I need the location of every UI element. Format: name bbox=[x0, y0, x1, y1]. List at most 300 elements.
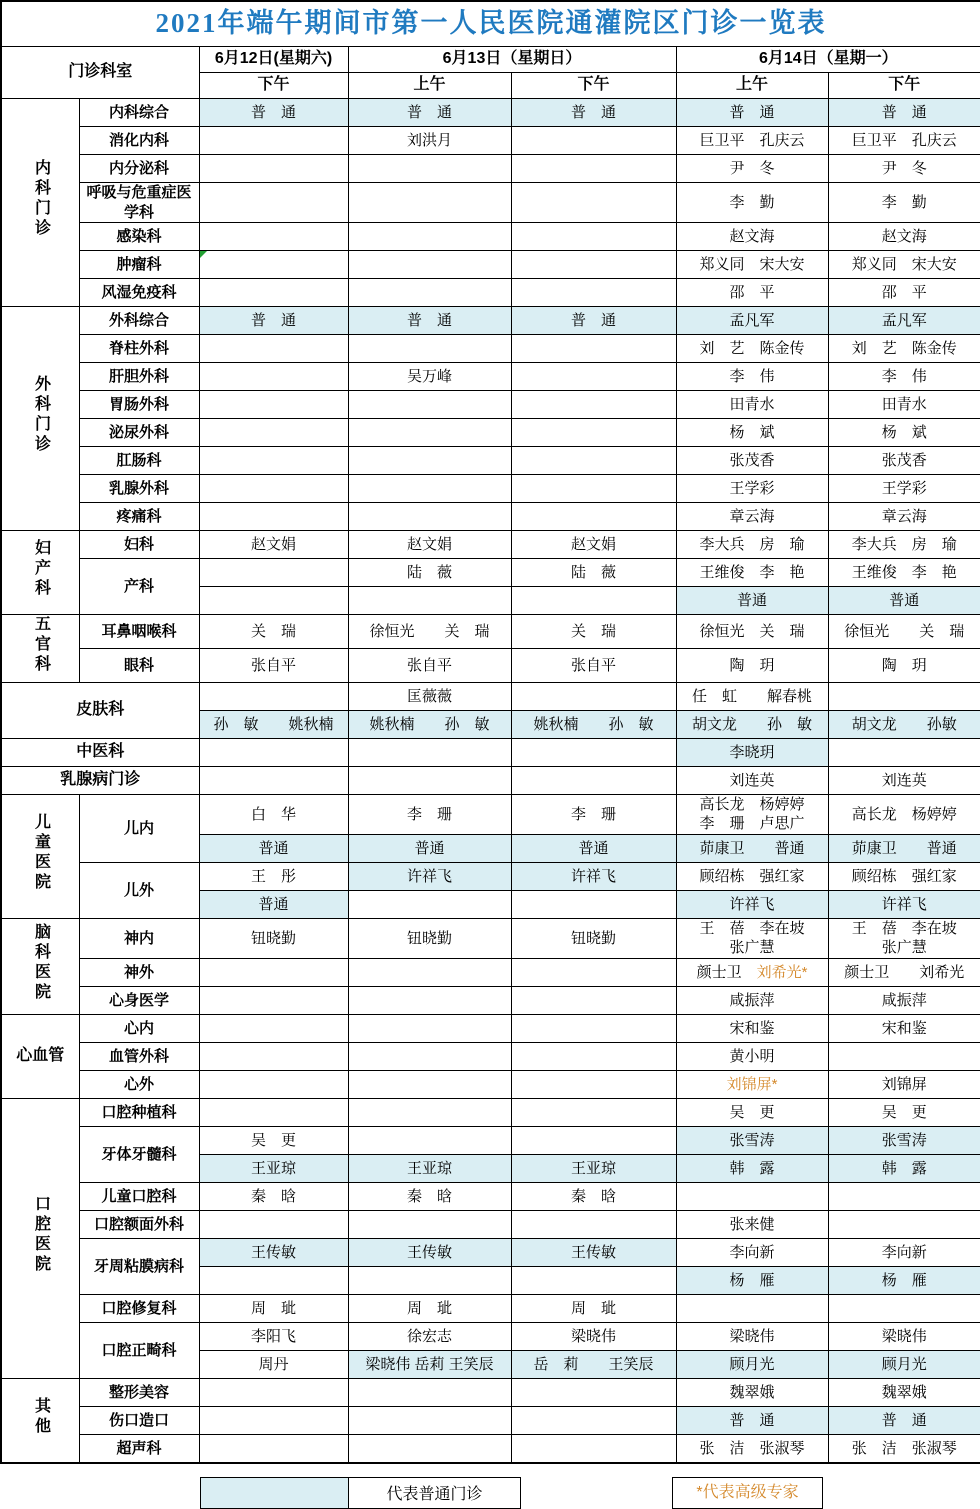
schedule-cell bbox=[511, 958, 676, 986]
schedule-cell: 李阳飞 bbox=[199, 1322, 348, 1350]
schedule-cell bbox=[199, 223, 348, 251]
schedule-cell: 吴万峰 bbox=[348, 363, 511, 391]
schedule-cell: 徐恒光 关 瑞 bbox=[348, 615, 511, 649]
schedule-cell bbox=[199, 1098, 348, 1126]
schedule-cell: 王维俊 李 艳 bbox=[676, 559, 828, 587]
dept-cell: 牙体牙髓科 bbox=[79, 1126, 199, 1182]
schedule-row bbox=[1, 279, 980, 307]
schedule-cell bbox=[348, 766, 511, 794]
schedule-cell: 张自平 bbox=[348, 648, 511, 682]
category-cell: 口腔医院 bbox=[1, 1098, 79, 1378]
schedule-cell bbox=[511, 419, 676, 447]
schedule-cell: 张茂香 bbox=[676, 447, 828, 475]
schedule-cell: 王传敏 bbox=[199, 1238, 348, 1266]
dept-cell: 整形美容 bbox=[79, 1378, 199, 1406]
schedule-row bbox=[1, 1322, 980, 1350]
schedule-cell: 张雪涛 bbox=[676, 1126, 828, 1154]
schedule-row bbox=[1, 766, 980, 794]
schedule-cell bbox=[199, 559, 348, 587]
schedule-cell bbox=[348, 986, 511, 1014]
dept-cell: 肛肠科 bbox=[79, 447, 199, 475]
legend bbox=[0, 1477, 980, 1509]
schedule-cell: 普通 bbox=[199, 890, 348, 918]
schedule-cell bbox=[511, 279, 676, 307]
schedule-cell bbox=[676, 1182, 828, 1210]
period-sat-pm: 下午 bbox=[199, 73, 348, 99]
schedule-cell: 顾月光 bbox=[676, 1350, 828, 1378]
schedule-cell bbox=[348, 1014, 511, 1042]
schedule-cell: 顾月光 bbox=[828, 1350, 980, 1378]
period-mon-pm: 下午 bbox=[828, 73, 980, 99]
schedule-cell bbox=[828, 1182, 980, 1210]
dept-cell: 牙周粘膜病科 bbox=[79, 1238, 199, 1294]
schedule-cell bbox=[511, 738, 676, 766]
schedule-cell: 王传敏 bbox=[511, 1238, 676, 1266]
schedule-cell: 陶 玥 bbox=[676, 648, 828, 682]
schedule-row bbox=[1, 738, 980, 766]
dept-cell: 内分泌科 bbox=[79, 155, 199, 183]
schedule-cell: 李大兵 房 瑜 bbox=[676, 531, 828, 559]
schedule-cell: 刘锦屏* bbox=[676, 1070, 828, 1098]
schedule-cell bbox=[511, 1406, 676, 1434]
dept-cell: 心外 bbox=[79, 1070, 199, 1098]
schedule-cell bbox=[199, 447, 348, 475]
schedule-cell: 普通 bbox=[676, 587, 828, 615]
schedule-row bbox=[1, 958, 980, 986]
schedule-cell: 许祥飞 bbox=[828, 890, 980, 918]
schedule-row bbox=[1, 559, 980, 587]
dept-cell: 乳腺外科 bbox=[79, 475, 199, 503]
schedule-cell: 邵 平 bbox=[676, 279, 828, 307]
schedule-cell bbox=[348, 419, 511, 447]
dept-cell: 儿童口腔科 bbox=[79, 1182, 199, 1210]
schedule-cell: 普 通 bbox=[348, 99, 511, 127]
schedule-cell bbox=[511, 251, 676, 279]
schedule-cell: 邵 平 bbox=[828, 279, 980, 307]
schedule-cell: 周丹 bbox=[199, 1350, 348, 1378]
schedule-row bbox=[1, 1126, 980, 1154]
schedule-cell bbox=[348, 183, 511, 223]
schedule-cell: 普 通 bbox=[828, 99, 980, 127]
dept-cell: 口腔种植科 bbox=[79, 1098, 199, 1126]
schedule-cell: 孟凡军 bbox=[828, 307, 980, 335]
schedule-cell bbox=[199, 1406, 348, 1434]
schedule-cell bbox=[348, 1098, 511, 1126]
schedule-cell: 徐恒光 关 瑞 bbox=[676, 615, 828, 649]
dept-cell: 口腔修复科 bbox=[79, 1294, 199, 1322]
schedule-row bbox=[1, 648, 980, 682]
category-cell: 脑科医院 bbox=[1, 918, 79, 1014]
category-cell: 其他 bbox=[1, 1378, 79, 1463]
schedule-cell: 李向新 bbox=[828, 1238, 980, 1266]
schedule-cell: 徐恒光 关 瑞 bbox=[828, 615, 980, 649]
schedule-cell: 刘锦屏 bbox=[828, 1070, 980, 1098]
schedule-cell: 刘洪月 bbox=[348, 127, 511, 155]
schedule-row bbox=[1, 682, 980, 710]
schedule-cell: 姚秋楠 孙 敏 bbox=[511, 710, 676, 738]
dept-cell: 血管外科 bbox=[79, 1042, 199, 1070]
schedule-row bbox=[1, 1014, 980, 1042]
schedule-cell: 胡文龙 孙 敏 bbox=[676, 710, 828, 738]
schedule-cell bbox=[348, 587, 511, 615]
schedule-cell bbox=[199, 363, 348, 391]
schedule-row bbox=[1, 1238, 980, 1266]
schedule-cell bbox=[199, 1434, 348, 1463]
schedule-cell bbox=[511, 335, 676, 363]
schedule-cell: 普 通 bbox=[676, 1406, 828, 1434]
schedule-cell: 颜士卫 刘希光* bbox=[676, 958, 828, 986]
schedule-cell: 杨 雁 bbox=[676, 1266, 828, 1294]
dept-cell: 眼科 bbox=[79, 648, 199, 682]
schedule-cell bbox=[511, 1266, 676, 1294]
schedule-row bbox=[1, 307, 980, 335]
schedule-cell: 赵文海 bbox=[828, 223, 980, 251]
schedule-cell bbox=[348, 1434, 511, 1463]
schedule-cell bbox=[511, 1042, 676, 1070]
schedule-cell: 尹 冬 bbox=[676, 155, 828, 183]
dept-cell: 儿外 bbox=[79, 862, 199, 918]
schedule-row bbox=[1, 1182, 980, 1210]
dept-cell: 神内 bbox=[79, 918, 199, 958]
schedule-cell bbox=[199, 587, 348, 615]
schedule-cell: 赵文娟 bbox=[511, 531, 676, 559]
schedule-cell bbox=[511, 183, 676, 223]
schedule-cell: 普通 bbox=[199, 834, 348, 862]
schedule-cell bbox=[511, 587, 676, 615]
schedule-cell bbox=[828, 1042, 980, 1070]
schedule-cell: 韩 露 bbox=[676, 1154, 828, 1182]
schedule-cell bbox=[511, 1210, 676, 1238]
schedule-cell: 秦 晗 bbox=[199, 1182, 348, 1210]
category-cell: 心血管 bbox=[1, 1014, 79, 1098]
schedule-cell bbox=[348, 391, 511, 419]
schedule-cell: 岳 莉 王笑辰 bbox=[511, 1350, 676, 1378]
schedule-cell bbox=[828, 682, 980, 710]
dept-cell: 消化内科 bbox=[79, 127, 199, 155]
schedule-cell bbox=[199, 391, 348, 419]
dept-cell: 泌尿外科 bbox=[79, 419, 199, 447]
schedule-cell bbox=[511, 682, 676, 710]
schedule-row bbox=[1, 1294, 980, 1322]
schedule-cell bbox=[348, 958, 511, 986]
schedule-cell bbox=[828, 1210, 980, 1238]
schedule-cell: 陶 玥 bbox=[828, 648, 980, 682]
category-cell: 内科门诊 bbox=[1, 99, 79, 307]
schedule-row bbox=[1, 1378, 980, 1406]
schedule-row bbox=[1, 794, 980, 834]
schedule-cell: 韩 露 bbox=[828, 1154, 980, 1182]
dept-cell: 脊柱外科 bbox=[79, 335, 199, 363]
schedule-row bbox=[1, 155, 980, 183]
schedule-cell bbox=[348, 1266, 511, 1294]
dept-cell: 疼痛科 bbox=[79, 503, 199, 531]
period-sun-am: 上午 bbox=[348, 73, 511, 99]
schedule-row bbox=[1, 251, 980, 279]
schedule-cell: 李大兵 房 瑜 bbox=[828, 531, 980, 559]
schedule-cell bbox=[828, 1294, 980, 1322]
schedule-cell: 姚秋楠 孙 敏 bbox=[348, 710, 511, 738]
schedule-cell: 魏翠娥 bbox=[676, 1378, 828, 1406]
date-header-sat: 6月12日(星期六) bbox=[199, 47, 348, 73]
schedule-cell: 茆康卫 普通 bbox=[828, 834, 980, 862]
schedule-row bbox=[1, 1434, 980, 1463]
schedule-row bbox=[1, 475, 980, 503]
schedule-cell bbox=[348, 1406, 511, 1434]
dept-cell: 超声科 bbox=[79, 1434, 199, 1463]
schedule-cell: 吴 更 bbox=[199, 1126, 348, 1154]
dept-cell: 感染科 bbox=[79, 223, 199, 251]
schedule-cell: 刘连英 bbox=[676, 766, 828, 794]
schedule-cell bbox=[348, 1378, 511, 1406]
schedule-cell: 普 通 bbox=[511, 307, 676, 335]
schedule-cell bbox=[511, 1434, 676, 1463]
schedule-cell bbox=[511, 155, 676, 183]
schedule-cell: 胡文龙 孙敏 bbox=[828, 710, 980, 738]
schedule-cell bbox=[199, 1042, 348, 1070]
schedule-cell: 杨 斌 bbox=[676, 419, 828, 447]
schedule-cell: 陆 薇 bbox=[348, 559, 511, 587]
schedule-cell: 郑义同 宋大安 bbox=[828, 251, 980, 279]
schedule-cell bbox=[199, 1378, 348, 1406]
schedule-cell: 梁晓伟 bbox=[676, 1322, 828, 1350]
schedule-cell bbox=[511, 363, 676, 391]
period-sun-pm: 下午 bbox=[511, 73, 676, 99]
schedule-cell: 李晓玥 bbox=[676, 738, 828, 766]
schedule-cell: 高长龙 杨婷婷 bbox=[828, 794, 980, 834]
normal-clinic-swatch bbox=[201, 1478, 349, 1508]
dept-cell: 心内 bbox=[79, 1014, 199, 1042]
dept-cell: 风湿免疫科 bbox=[79, 279, 199, 307]
schedule-cell: 郑义同 宋大安 bbox=[676, 251, 828, 279]
schedule-cell bbox=[348, 279, 511, 307]
schedule-cell: 钮晓勤 bbox=[199, 918, 348, 958]
schedule-cell: 王维俊 李 艳 bbox=[828, 559, 980, 587]
normal-clinic-label: 代表普通门诊 bbox=[386, 1486, 483, 1504]
schedule-cell: 梁晓伟 bbox=[511, 1322, 676, 1350]
schedule-cell: 顾绍栋 强红家 bbox=[828, 862, 980, 890]
schedule-cell: 李 珊 bbox=[511, 794, 676, 834]
category-cell: 外科门诊 bbox=[1, 307, 79, 531]
schedule-cell bbox=[348, 335, 511, 363]
schedule-cell: 田青水 bbox=[828, 391, 980, 419]
schedule-row bbox=[1, 615, 980, 649]
schedule-cell bbox=[199, 986, 348, 1014]
schedule-cell: 杨 雁 bbox=[828, 1266, 980, 1294]
schedule-cell bbox=[199, 475, 348, 503]
schedule-row bbox=[1, 986, 980, 1014]
schedule-row bbox=[1, 1210, 980, 1238]
schedule-cell: 普通 bbox=[348, 834, 511, 862]
schedule-cell: 刘连英 bbox=[828, 766, 980, 794]
schedule-cell: 匡薇薇 bbox=[348, 682, 511, 710]
schedule-cell bbox=[199, 279, 348, 307]
schedule-cell: 王学彩 bbox=[676, 475, 828, 503]
schedule-cell bbox=[199, 766, 348, 794]
schedule-cell bbox=[828, 738, 980, 766]
schedule-cell bbox=[199, 155, 348, 183]
schedule-cell: 王 蓓 李在坡 张广慧 bbox=[676, 918, 828, 958]
schedule-cell: 吴 更 bbox=[828, 1098, 980, 1126]
schedule-row bbox=[1, 223, 980, 251]
schedule-cell: 王学彩 bbox=[828, 475, 980, 503]
schedule-cell bbox=[199, 682, 348, 710]
schedule-cell bbox=[348, 1126, 511, 1154]
schedule-row bbox=[1, 363, 980, 391]
schedule-cell bbox=[348, 223, 511, 251]
legend-normal-clinic bbox=[200, 1477, 521, 1509]
schedule-cell: 任 虹 解春桃 bbox=[676, 682, 828, 710]
schedule-cell: 宋和鉴 bbox=[828, 1014, 980, 1042]
schedule-cell: 李 伟 bbox=[828, 363, 980, 391]
schedule-row bbox=[1, 1406, 980, 1434]
schedule-cell bbox=[511, 1070, 676, 1098]
date-header-mon: 6月14日（星期一） bbox=[676, 47, 980, 73]
schedule-cell bbox=[199, 1070, 348, 1098]
schedule-cell bbox=[511, 986, 676, 1014]
schedule-cell: 普 通 bbox=[511, 99, 676, 127]
schedule-cell bbox=[348, 738, 511, 766]
schedule-cell: 吴 更 bbox=[676, 1098, 828, 1126]
schedule-row bbox=[1, 183, 980, 223]
dept-cell: 肝胆外科 bbox=[79, 363, 199, 391]
schedule-cell bbox=[199, 503, 348, 531]
schedule-cell: 钮晓勤 bbox=[348, 918, 511, 958]
schedule-cell: 普通 bbox=[828, 587, 980, 615]
dept-cell: 肿瘤科 bbox=[79, 251, 199, 279]
schedule-cell: 张自平 bbox=[511, 648, 676, 682]
category-cell: 中医科 bbox=[1, 738, 199, 766]
schedule-cell: 章云海 bbox=[676, 503, 828, 531]
schedule-cell bbox=[511, 447, 676, 475]
title-row bbox=[1, 1, 980, 47]
schedule-cell bbox=[511, 223, 676, 251]
dept-cell: 口腔额面外科 bbox=[79, 1210, 199, 1238]
category-cell: 皮肤科 bbox=[1, 682, 199, 738]
category-cell: 儿童医院 bbox=[1, 794, 79, 918]
dept-cell: 心身医学 bbox=[79, 986, 199, 1014]
schedule-row bbox=[1, 918, 980, 958]
schedule-cell: 杨 斌 bbox=[828, 419, 980, 447]
schedule-row bbox=[1, 447, 980, 475]
schedule-cell: 巨卫平 孔庆云 bbox=[676, 127, 828, 155]
schedule-cell: 周 玼 bbox=[348, 1294, 511, 1322]
schedule-cell: 陆 薇 bbox=[511, 559, 676, 587]
schedule-cell: 尹 冬 bbox=[828, 155, 980, 183]
schedule-cell: 刘 艺 陈金传 bbox=[828, 335, 980, 363]
schedule-cell: 关 瑞 bbox=[511, 615, 676, 649]
schedule-cell: 张 洁 张淑琴 bbox=[828, 1434, 980, 1463]
schedule-cell: 白 华 bbox=[199, 794, 348, 834]
schedule-cell: 魏翠娥 bbox=[828, 1378, 980, 1406]
schedule-cell: 咸振萍 bbox=[676, 986, 828, 1014]
schedule-cell: 咸振萍 bbox=[828, 986, 980, 1014]
schedule-cell: 王亚琼 bbox=[348, 1154, 511, 1182]
schedule-cell bbox=[348, 890, 511, 918]
schedule-cell bbox=[676, 1294, 828, 1322]
schedule-cell: 李 伟 bbox=[676, 363, 828, 391]
schedule-cell: 田青水 bbox=[676, 391, 828, 419]
schedule-cell: 赵文娟 bbox=[199, 531, 348, 559]
schedule-cell bbox=[199, 183, 348, 223]
schedule-cell bbox=[199, 1266, 348, 1294]
schedule-cell: 黄小明 bbox=[676, 1042, 828, 1070]
schedule-cell: 宋和鉴 bbox=[676, 1014, 828, 1042]
date-header-row bbox=[1, 47, 980, 73]
schedule-cell bbox=[348, 503, 511, 531]
schedule-row bbox=[1, 99, 980, 127]
schedule-cell bbox=[511, 475, 676, 503]
schedule-cell bbox=[199, 1210, 348, 1238]
schedule-cell: 王 彤 bbox=[199, 862, 348, 890]
schedule-cell: 张来健 bbox=[676, 1210, 828, 1238]
schedule-cell bbox=[199, 1014, 348, 1042]
schedule-cell bbox=[348, 1070, 511, 1098]
schedule-row bbox=[1, 127, 980, 155]
schedule-cell: 章云海 bbox=[828, 503, 980, 531]
schedule-cell bbox=[511, 1098, 676, 1126]
schedule-cell bbox=[511, 391, 676, 419]
dept-cell: 伤口造口 bbox=[79, 1406, 199, 1434]
category-cell: 乳腺病门诊 bbox=[1, 766, 199, 794]
schedule-cell: 巨卫平 孔庆云 bbox=[828, 127, 980, 155]
schedule-cell: 周 玼 bbox=[199, 1294, 348, 1322]
schedule-row bbox=[1, 335, 980, 363]
period-mon-am: 上午 bbox=[676, 73, 828, 99]
schedule-cell: 高长龙 杨婷婷 李 珊 卢思广 bbox=[676, 794, 828, 834]
schedule-cell bbox=[348, 1210, 511, 1238]
schedule-cell bbox=[348, 475, 511, 503]
category-cell: 五官科 bbox=[1, 615, 79, 683]
schedule-cell bbox=[199, 738, 348, 766]
schedule-cell: 许祥飞 bbox=[676, 890, 828, 918]
schedule-cell: 顾绍栋 强红家 bbox=[676, 862, 828, 890]
legend-senior-expert: *代表高级专家 bbox=[672, 1477, 823, 1509]
schedule-row bbox=[1, 1042, 980, 1070]
schedule-cell: 孟凡军 bbox=[676, 307, 828, 335]
dept-cell: 外科综合 bbox=[79, 307, 199, 335]
schedule-cell bbox=[511, 766, 676, 794]
date-header-sun: 6月13日（星期日） bbox=[348, 47, 676, 73]
schedule-row bbox=[1, 1070, 980, 1098]
dept-cell: 妇科 bbox=[79, 531, 199, 559]
schedule-cell: 张自平 bbox=[199, 648, 348, 682]
schedule-cell: 李向新 bbox=[676, 1238, 828, 1266]
schedule-cell bbox=[511, 1378, 676, 1406]
schedule-cell: 秦 晗 bbox=[348, 1182, 511, 1210]
schedule-cell: 周 玼 bbox=[511, 1294, 676, 1322]
schedule-cell: 许祥飞 bbox=[511, 862, 676, 890]
schedule-cell bbox=[348, 1042, 511, 1070]
schedule-cell: 梁晓伟 岳莉 王笑辰 bbox=[348, 1350, 511, 1378]
schedule-cell: 普 通 bbox=[348, 307, 511, 335]
schedule-cell: 普 通 bbox=[828, 1406, 980, 1434]
dept-cell: 呼吸与危重症医学科 bbox=[79, 183, 199, 223]
schedule-cell: 赵文海 bbox=[676, 223, 828, 251]
dept-cell: 神外 bbox=[79, 958, 199, 986]
cell-note-triangle bbox=[200, 251, 207, 258]
schedule-cell: 茆康卫 普通 bbox=[676, 834, 828, 862]
schedule-cell: 李 勤 bbox=[676, 183, 828, 223]
schedule-cell: 李 珊 bbox=[348, 794, 511, 834]
schedule-cell: 张茂香 bbox=[828, 447, 980, 475]
dept-cell: 内科综合 bbox=[79, 99, 199, 127]
schedule-cell: 王传敏 bbox=[348, 1238, 511, 1266]
schedule-body bbox=[1, 99, 980, 1463]
schedule-cell bbox=[199, 335, 348, 363]
schedule-cell: 颜士卫 刘希光 bbox=[828, 958, 980, 986]
schedule-cell: 张雪涛 bbox=[828, 1126, 980, 1154]
schedule-cell: 普通 bbox=[511, 834, 676, 862]
